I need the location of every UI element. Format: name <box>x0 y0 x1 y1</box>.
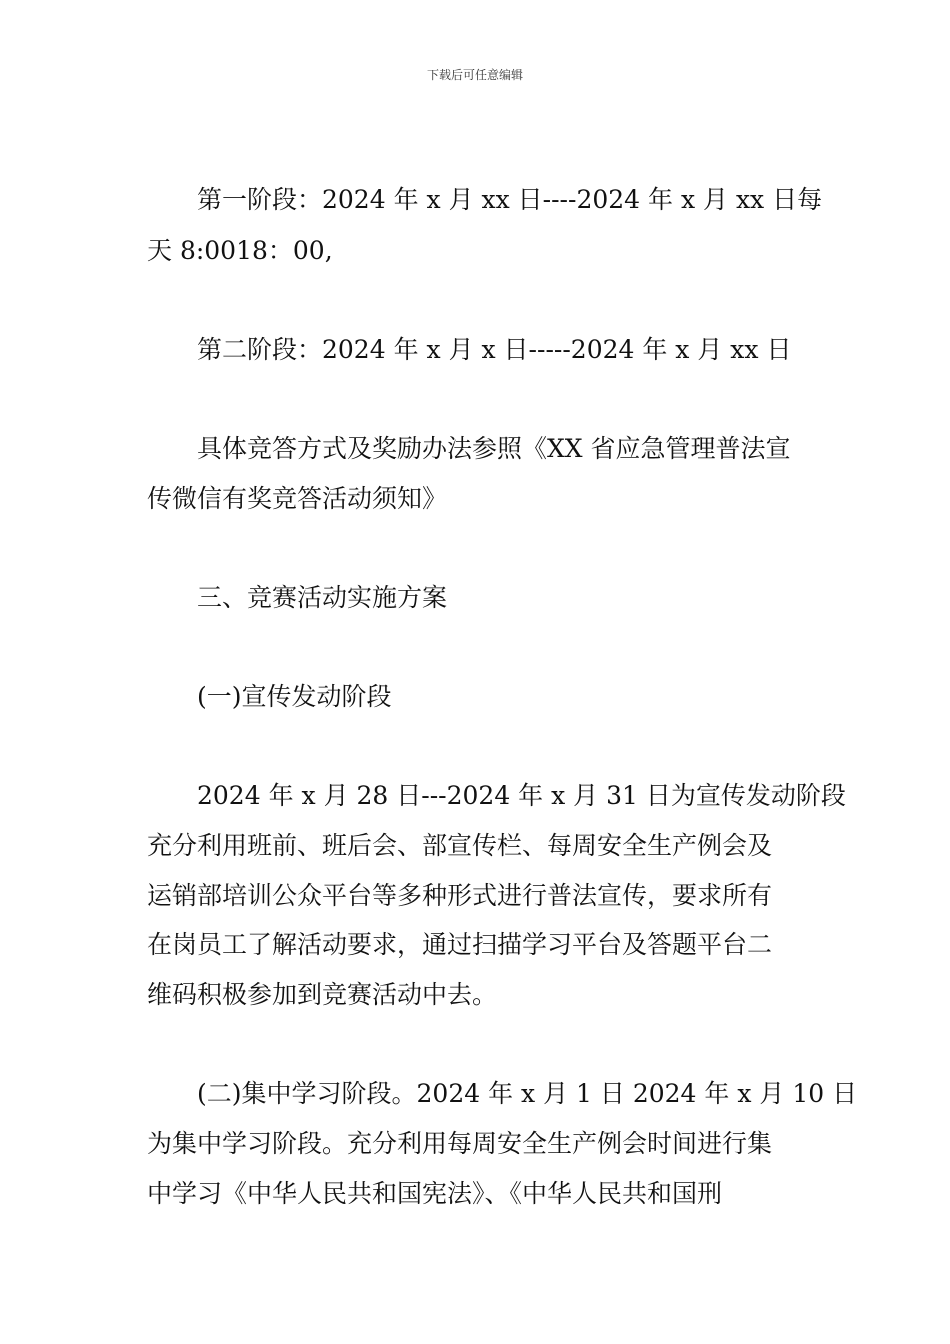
paragraph-line: 天 8:0018：00, <box>147 236 333 265</box>
paragraph-line: 在岗员工了解活动要求，通过扫描学习平台及答题平台二 <box>147 930 773 959</box>
page-header: 下载后可任意编辑 <box>426 68 523 82</box>
paragraph-line: 为集中学习阶段。充分利用每周安全生产例会时间进行集 <box>147 1129 773 1158</box>
paragraph-line: (二)集中学习阶段。2024 年 x 月 1 日 2024 年 x 月 10 日 <box>197 1079 858 1108</box>
paragraph-line: 第二阶段：2024 年 x 月 x 日-----2024 年 x 月 xx 日 <box>197 335 792 364</box>
paragraph-line: 运销部培训公众平台等多种形式进行普法宣传，要求所有 <box>147 881 773 910</box>
paragraph-line: 中学习《中华人民共和国宪法》、《中华人民共和国刑 <box>147 1179 723 1208</box>
paragraph-line: 2024 年 x 月 28 日---2024 年 x 月 31 日为宣传发动阶段 <box>197 781 846 810</box>
subsection-heading: (一)宣传发动阶段 <box>197 682 392 711</box>
paragraph-line: 第一阶段：2024 年 x 月 xx 日----2024 年 x 月 xx 日每 <box>197 185 823 214</box>
section-heading: 三、竞赛活动实施方案 <box>197 583 448 612</box>
paragraph-line: 维码积极参加到竞赛活动中去。 <box>147 980 498 1009</box>
paragraph-line: 具体竞答方式及奖励办法参照《XX 省应急管理普法宣 <box>197 434 791 463</box>
paragraph-line: 充分利用班前、班后会、部宣传栏、每周安全生产例会及 <box>147 831 773 860</box>
paragraph-line: 传微信有奖竞答活动须知》 <box>147 484 448 513</box>
